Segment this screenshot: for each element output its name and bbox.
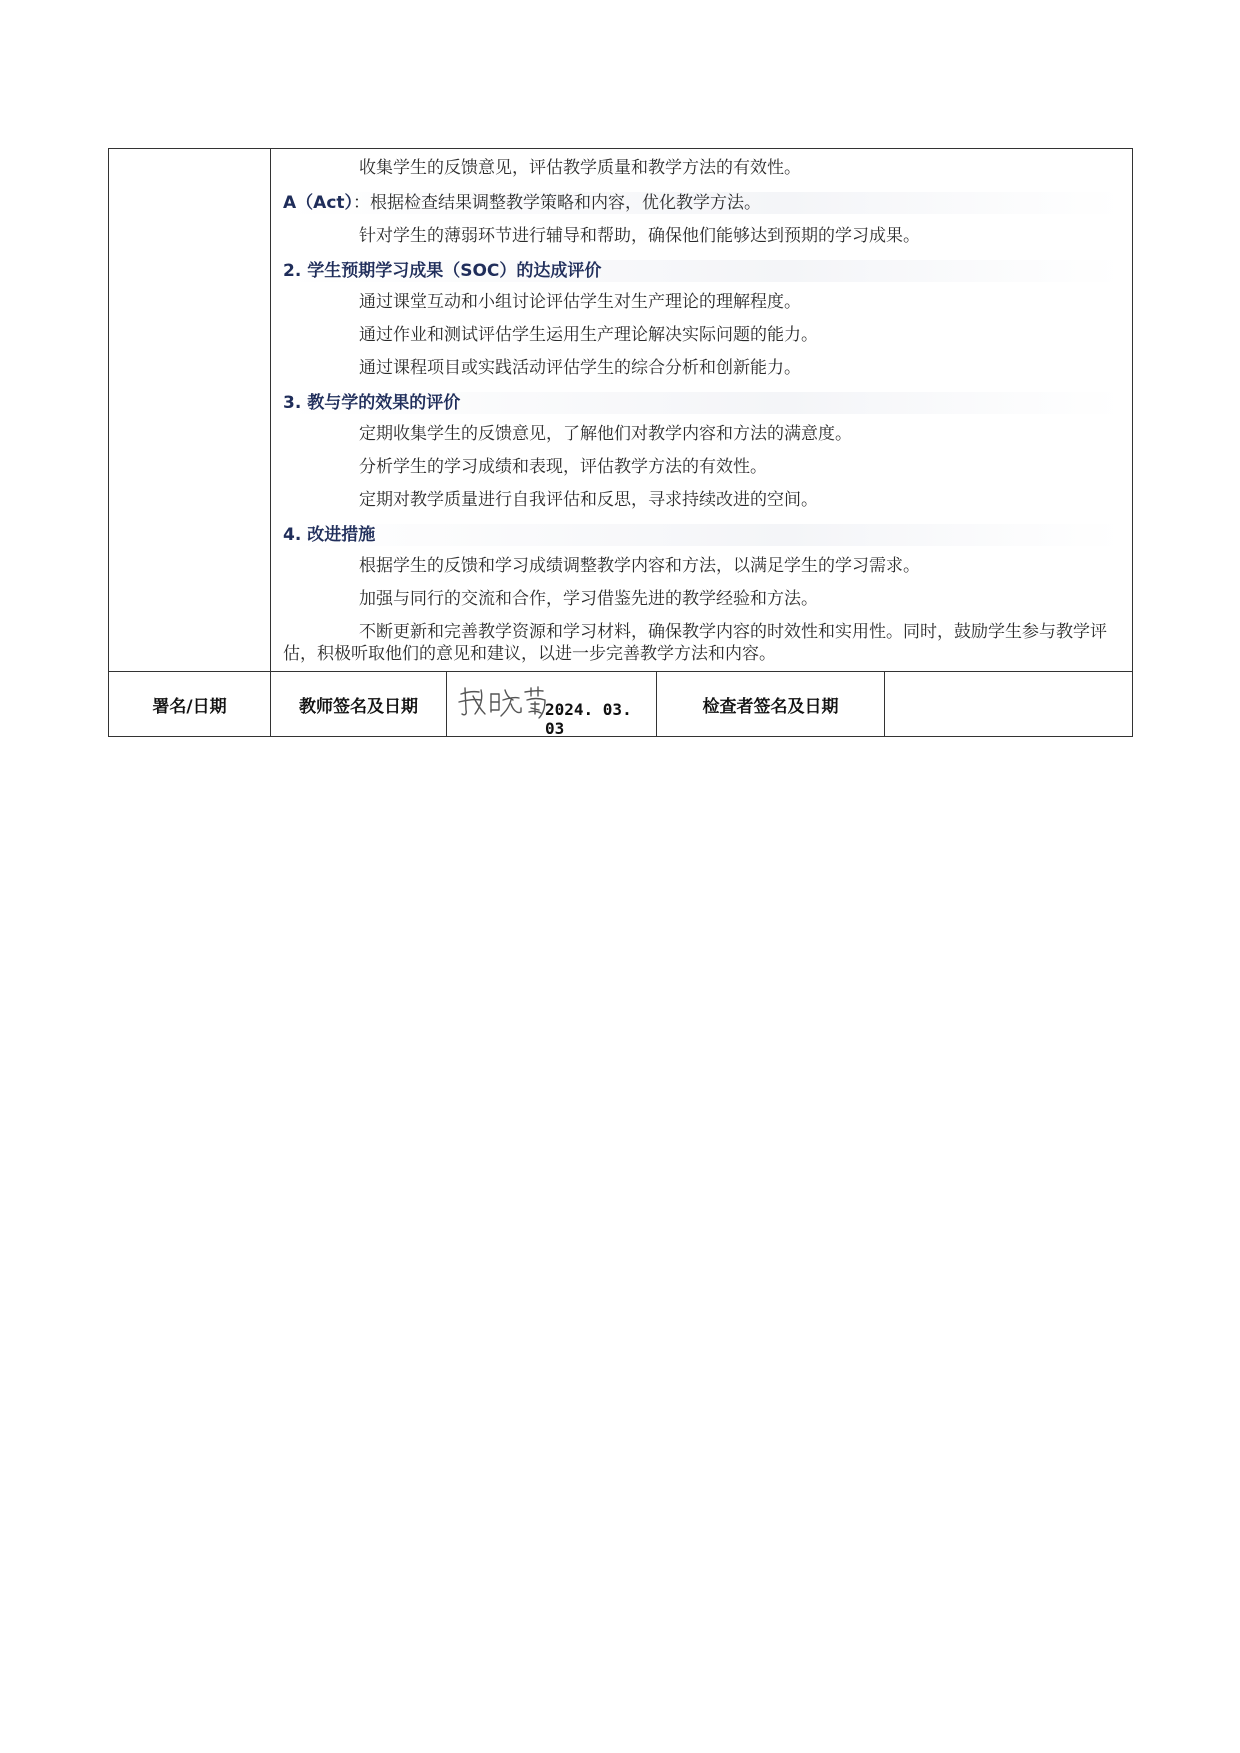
signature-row-label: 署名/日期 xyxy=(109,672,271,737)
section-heading-evaluation: 3. 教与学的效果的评价 xyxy=(283,392,1122,414)
list-item: 通过课程项目或实践活动评估学生的综合分析和创新能力。 xyxy=(359,358,801,378)
teacher-signature-cell xyxy=(447,672,657,737)
list-item: 不断更新和完善教学资源和学习材料，确保教学内容的时效性和实用性。同时，鼓励学生参与教学评估，积极听取他们的意见和建议，以进一步完善教学方法和内容。 xyxy=(283,622,1107,664)
row-label-cell xyxy=(109,149,271,672)
list-item: 通过课堂互动和小组讨论评估学生对生产理论的理解程度。 xyxy=(359,292,801,312)
handwritten-signature xyxy=(455,680,550,724)
list-item: 根据学生的反馈和学习成绩调整教学内容和方法，以满足学生的学习需求。 xyxy=(359,556,920,576)
act-paragraph xyxy=(283,192,1122,214)
checker-signature-label: 检查者签名及日期 xyxy=(657,672,885,737)
list-item: 定期收集学生的反馈意见，了解他们对教学内容和方法的满意度。 xyxy=(359,424,852,444)
teacher-signature-date: 2024. 03. 03 xyxy=(545,700,632,738)
list-item: 加强与同行的交流和合作，学习借鉴先进的教学经验和方法。 xyxy=(359,589,818,609)
content-row xyxy=(109,149,1133,672)
act-text: ：根据检查结果调整教学策略和内容，优化教学方法。 xyxy=(353,193,762,213)
act-paragraph-2: 针对学生的薄弱环节进行辅导和帮助，确保他们能够达到预期的学习成果。 xyxy=(359,226,920,246)
section-heading-soc: 2. 学生预期学习成果（SOC）的达成评价 xyxy=(283,260,1122,282)
list-item: 分析学生的学习成绩和表现，评估教学方法的有效性。 xyxy=(359,457,767,477)
check-paragraph: 收集学生的反馈意见，评估教学质量和教学方法的有效性。 xyxy=(359,158,801,178)
list-item: 通过作业和测试评估学生运用生产理论解决实际问题的能力。 xyxy=(359,325,818,345)
section-heading-improvement: 4. 改进措施 xyxy=(283,524,1122,546)
signature-row xyxy=(109,672,1133,737)
plan-table xyxy=(108,148,1133,737)
teacher-signature-label: 教师签名及日期 xyxy=(271,672,447,737)
list-item: 定期对教学质量进行自我评估和反思，寻求持续改进的空间。 xyxy=(359,490,818,510)
content-cell xyxy=(271,149,1133,672)
checker-signature-value xyxy=(885,672,1133,737)
act-label: A（Act） xyxy=(283,193,354,213)
